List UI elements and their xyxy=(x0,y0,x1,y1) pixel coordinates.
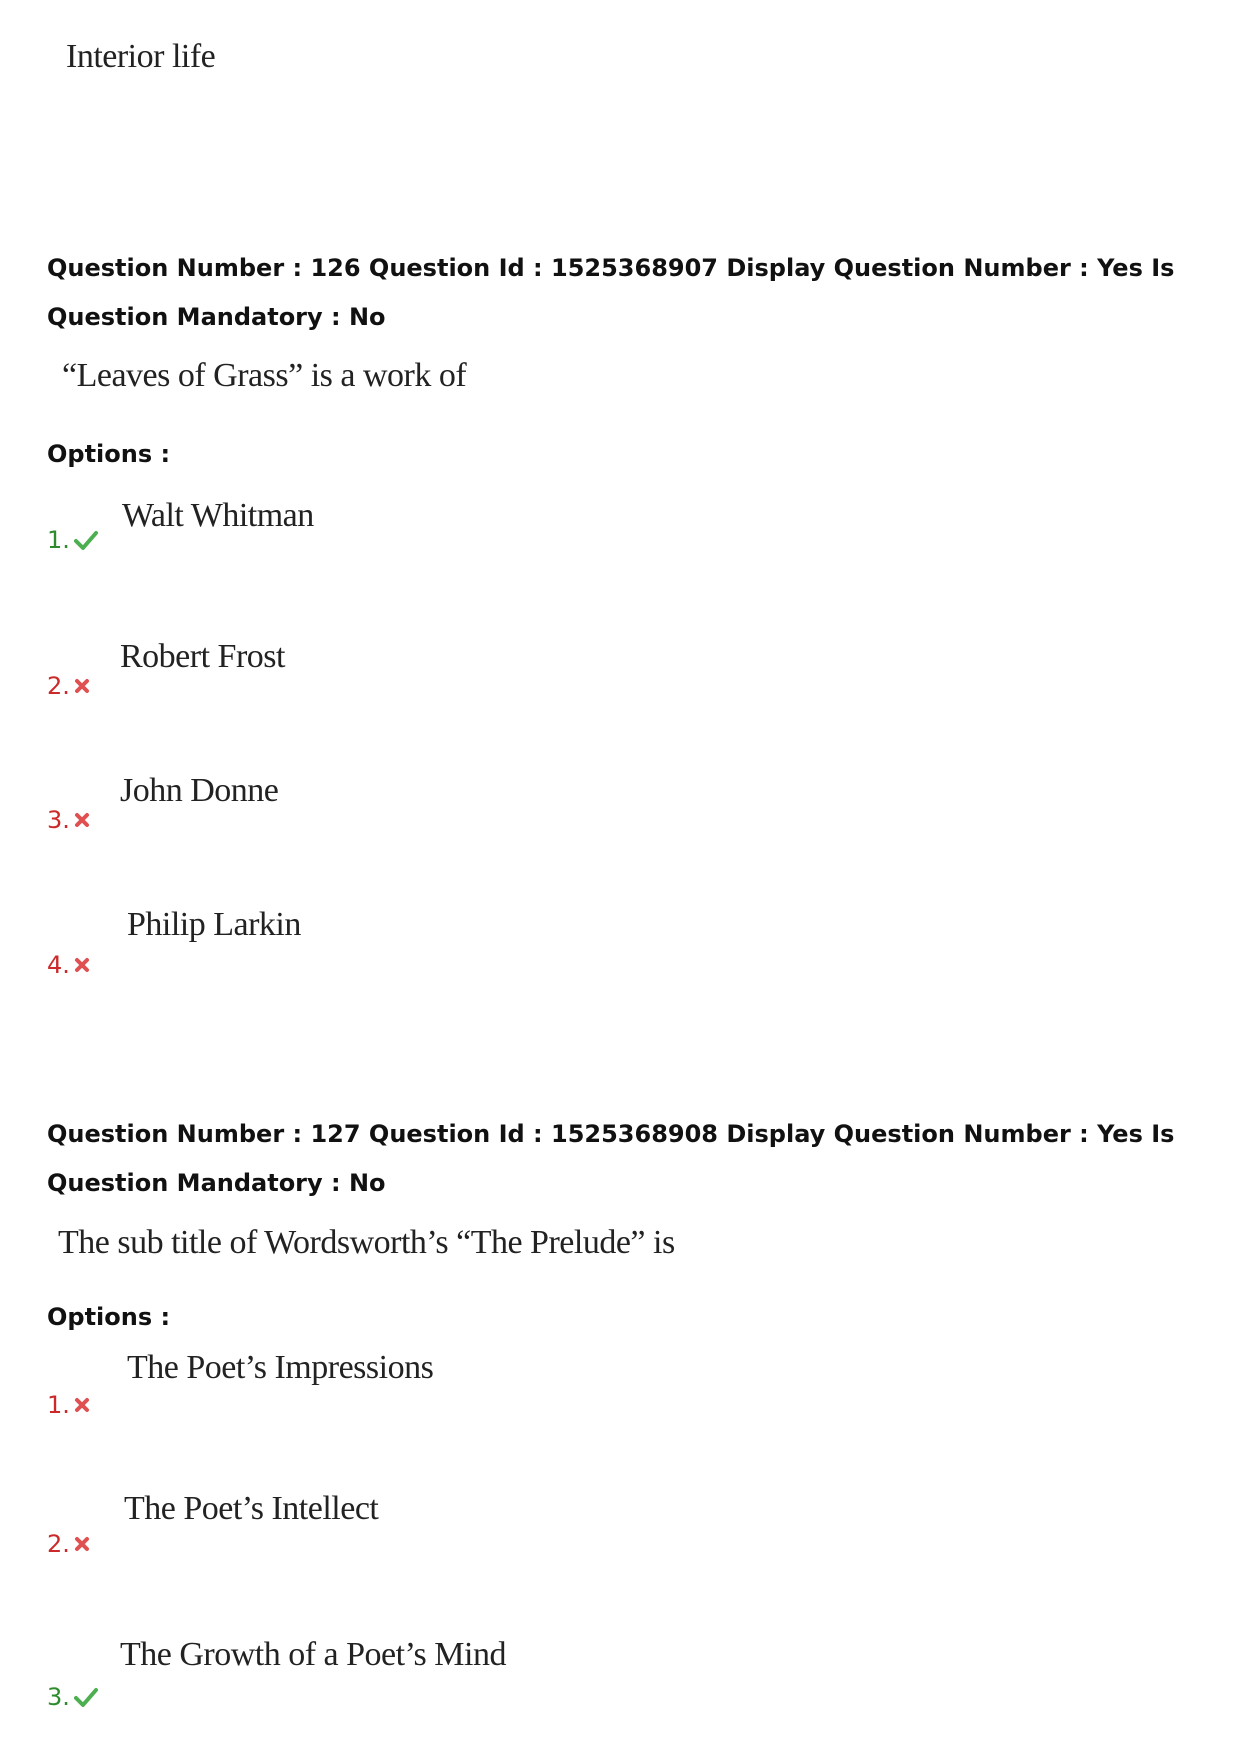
option-number: 2. xyxy=(47,672,90,700)
check-icon xyxy=(74,529,98,551)
option-number: 4. xyxy=(47,951,90,979)
check-icon xyxy=(74,1686,98,1708)
cross-icon xyxy=(74,1397,90,1413)
cross-icon xyxy=(74,957,90,973)
option-number: 3. xyxy=(47,1683,98,1711)
options-label: Options : xyxy=(47,1303,171,1331)
cross-icon xyxy=(74,812,90,828)
option-text: Robert Frost xyxy=(120,638,285,675)
previous-option-text: Interior life xyxy=(66,38,216,75)
cross-icon xyxy=(74,1536,90,1552)
option-number: 2. xyxy=(47,1530,90,1558)
question-stem: The sub title of Wordsworth’s “The Prelude” is xyxy=(58,1224,675,1261)
cross-icon xyxy=(74,678,90,694)
question-stem: “Leaves of Grass” is a work of xyxy=(62,357,467,394)
option-text: John Donne xyxy=(120,772,279,809)
option-number: 1. xyxy=(47,526,98,554)
question-header: Question Number : 127 Question Id : 1525368908 Display Question Number : Yes Is Question Mandatory : No xyxy=(47,1120,1175,1197)
option-number: 3. xyxy=(47,806,90,834)
option-text: The Poet’s Intellect xyxy=(124,1490,379,1527)
option-text: The Poet’s Impressions xyxy=(127,1349,434,1386)
option-text: Philip Larkin xyxy=(127,906,301,943)
option-text: The Growth of a Poet’s Mind xyxy=(120,1636,506,1673)
option-number: 1. xyxy=(47,1391,90,1419)
option-text: Walt Whitman xyxy=(122,497,314,534)
question-header: Question Number : 126 Question Id : 1525368907 Display Question Number : Yes Is Question Mandatory : No xyxy=(47,254,1175,331)
options-label: Options : xyxy=(47,440,171,468)
